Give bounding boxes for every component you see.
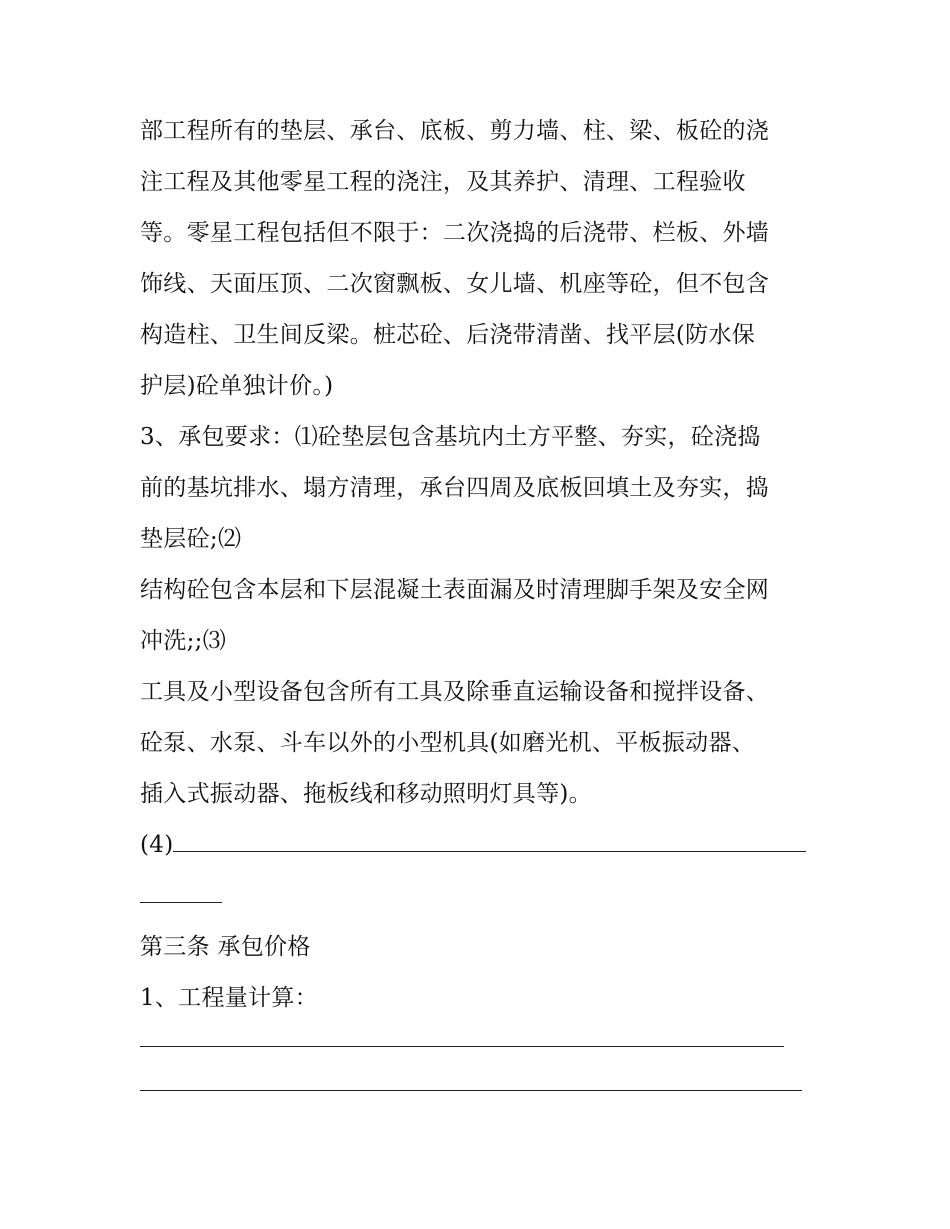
text-line: 部工程所有的垫层、承台、底板、剪力墙、柱、梁、板砼的浇 (140, 118, 770, 144)
text-line: 垫层砼;⑵ (140, 526, 242, 552)
text-line: 构造柱、卫生间反梁。桩芯砼、后浇带清凿、找平层(防水保 (140, 322, 756, 348)
item-1-label: 1、工程量计算： (140, 985, 319, 1011)
text-line: 注工程及其他零星工程的浇注，及其养护、清理、工程验收 (140, 169, 746, 195)
article-3-title: 第三条 承包价格 (140, 934, 311, 960)
item-4-fill-blank[interactable] (173, 833, 806, 852)
document-page (140, 106, 820, 1126)
text-line: 砼泵、水泵、斗车以外的小型机具(如磨光机、平板振动器、 (140, 730, 756, 756)
item-4-label: (4) (140, 832, 174, 858)
text-line: 结构砼包含本层和下层混凝土表面漏及时清理脚手架及安全网 (140, 577, 770, 603)
text-line: 插入式振动器、拖板线和移动照明灯具等)。 (140, 781, 592, 807)
text-line: 饰线、天面压顶、二次窗飘板、女儿墙、机座等砼，但不包含 (140, 271, 770, 297)
quantity-fill-blank-1[interactable] (140, 1024, 820, 1075)
blank-underline (140, 1046, 784, 1047)
blank-underline (140, 1090, 802, 1091)
item-4-line (140, 820, 820, 871)
blank-underline (140, 902, 222, 903)
text-line: 工具及小型设备包含所有工具及除垂直运输设备和搅拌设备、 (140, 679, 770, 705)
text-line: 护层)砼单独计价。) (140, 373, 334, 399)
text-line: 3、承包要求：⑴砼垫层包含基坑内土方平整、夯实，砼浇捣 (140, 424, 761, 450)
item-4-continuation-blank[interactable] (140, 871, 820, 922)
text-line: 等。零星工程包括但不限于：二次浇捣的后浇带、栏板、外墙 (140, 220, 770, 246)
text-line: 前的基坑排水、塌方清理，承台四周及底板回填土及夯实，捣 (140, 475, 770, 501)
text-line: 冲洗;;⑶ (140, 628, 226, 654)
quantity-fill-blank-2[interactable] (140, 1075, 820, 1126)
